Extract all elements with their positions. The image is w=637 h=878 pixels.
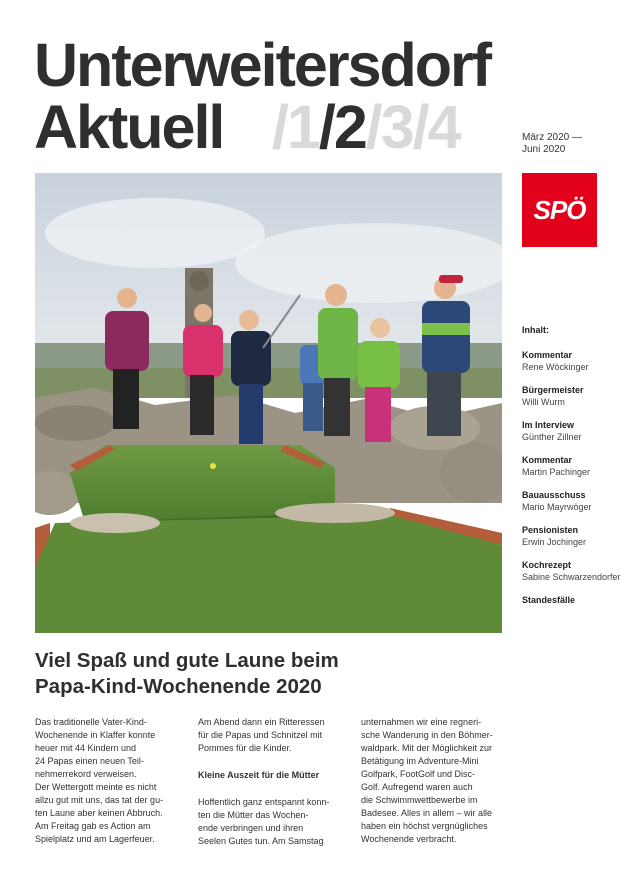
- body-line: Hoffentlich ganz entspannt konn-: [198, 797, 330, 807]
- body-line: Badesee. Alles in allem – wir alle: [361, 808, 493, 818]
- issue-date-line2: Juni 2020: [522, 144, 566, 155]
- toc-item: [522, 419, 632, 443]
- issue-separator: /: [318, 93, 334, 161]
- body-line: Am Abend dann ein Ritteressen: [198, 717, 325, 727]
- article-column-3: [361, 716, 511, 846]
- toc-item-category: Im Interview: [522, 420, 575, 430]
- body-line: Wochenende in Klaffer konnte: [35, 730, 156, 740]
- article-subheading: Kleine Auszeit für die Mütter: [198, 770, 320, 780]
- toc-item: [522, 349, 632, 373]
- issue-date-line1: März 2020 —: [522, 132, 583, 143]
- issue-number-4: 4: [427, 93, 460, 161]
- body-line: für die Papas und Schnitzel mit: [198, 730, 323, 740]
- table-of-contents: [522, 325, 632, 617]
- body-line: ten Laune aber keinen Abbruch.: [35, 808, 163, 818]
- body-line: Der Wettergott meinte es nicht: [35, 782, 157, 792]
- toc-item-author: Willi Wurm: [522, 397, 565, 407]
- toc-item: [522, 559, 632, 583]
- body-line: Pommes für die Kinder.: [198, 743, 292, 753]
- cover-photo: [35, 173, 502, 633]
- body-line: Am Freitag gab es Action am: [35, 821, 151, 831]
- body-line: sche Wanderung in den Böhmer-: [361, 730, 493, 740]
- issue-separator: /: [272, 93, 287, 161]
- toc-item-author: Günther Zillner: [522, 432, 582, 442]
- article-headline: [35, 648, 505, 700]
- issue-numbers: [272, 93, 460, 161]
- toc-item-author: Martin Pachinger: [522, 467, 591, 477]
- toc-item-category: Kommentar: [522, 455, 573, 465]
- spoe-logo-text: SPÖ: [533, 194, 586, 225]
- body-line: 24 Papas einen neuen Teil-: [35, 756, 144, 766]
- article-headline-line2: Papa-Kind-Wochenende 2020: [35, 675, 322, 698]
- body-line: Das traditionelle Vater-Kind-: [35, 717, 147, 727]
- body-line: allzu gut mit uns, das tat der gu-: [35, 795, 164, 805]
- toc-heading: Inhalt:: [522, 325, 549, 335]
- toc-item-category: Kommentar: [522, 350, 573, 360]
- body-line: ende verbringen und ihren: [198, 823, 304, 833]
- masthead-title-line1: Unterweitersdorf: [34, 31, 491, 99]
- issue-number-1: 1: [286, 93, 319, 161]
- body-line: Golf. Aufregend waren auch: [361, 782, 473, 792]
- body-line: ten die Mütter das Wochen-: [198, 810, 309, 820]
- issue-date: [522, 132, 622, 156]
- issue-number-2-current: 2: [333, 93, 366, 161]
- body-line: Wochenende verbracht.: [361, 834, 457, 844]
- article-headline-line1: Viel Spaß und gute Laune beim: [35, 649, 339, 672]
- body-line: nehmerrekord verweisen.: [35, 769, 137, 779]
- toc-item-category: Standesfälle: [522, 595, 576, 605]
- toc-item: [522, 489, 632, 513]
- toc-item-author: Erwin Jochinger: [522, 537, 587, 547]
- issue-separator: /: [365, 93, 381, 161]
- issue-number-3: 3: [380, 93, 413, 161]
- issue-separator: /: [412, 93, 428, 161]
- masthead-title-line2: Aktuell: [34, 93, 224, 161]
- toc-item-category: Pensionisten: [522, 525, 579, 535]
- article-column-1: [35, 716, 185, 846]
- body-line: unternahmen wir eine regneri-: [361, 717, 482, 727]
- body-line: Betätigung im Adventure-Mini: [361, 756, 479, 766]
- body-line: Spielplatz und am Lagerfeuer.: [35, 834, 155, 844]
- toc-item-category: Kochrezept: [522, 560, 572, 570]
- body-line: waldpark. Mit der Möglichkeit zur: [361, 743, 493, 753]
- toc-item: [522, 384, 632, 408]
- body-line: haben ein höchst vergnügliches: [361, 821, 488, 831]
- toc-item: [522, 454, 632, 478]
- body-line: Golfpark, FootGolf und Disc-: [361, 769, 476, 779]
- spoe-logo: [522, 173, 597, 247]
- body-line: die Schwimmwettbewerbe im: [361, 795, 478, 805]
- toc-item-author: Rene Wöckinger: [522, 362, 589, 372]
- body-line: heuer mit 44 Kindern und: [35, 743, 137, 753]
- toc-item: [522, 524, 632, 548]
- toc-item: [522, 594, 632, 606]
- toc-item-category: Bauausschuss: [522, 490, 586, 500]
- toc-item-author: Sabine Schwarzendorfer: [522, 572, 621, 582]
- toc-item-author: Mario Mayrwöger: [522, 502, 592, 512]
- article-column-2: [198, 716, 348, 848]
- toc-item-category: Bürgermeister: [522, 385, 584, 395]
- body-line: Seelen Gutes tun. Am Samstag: [198, 836, 324, 846]
